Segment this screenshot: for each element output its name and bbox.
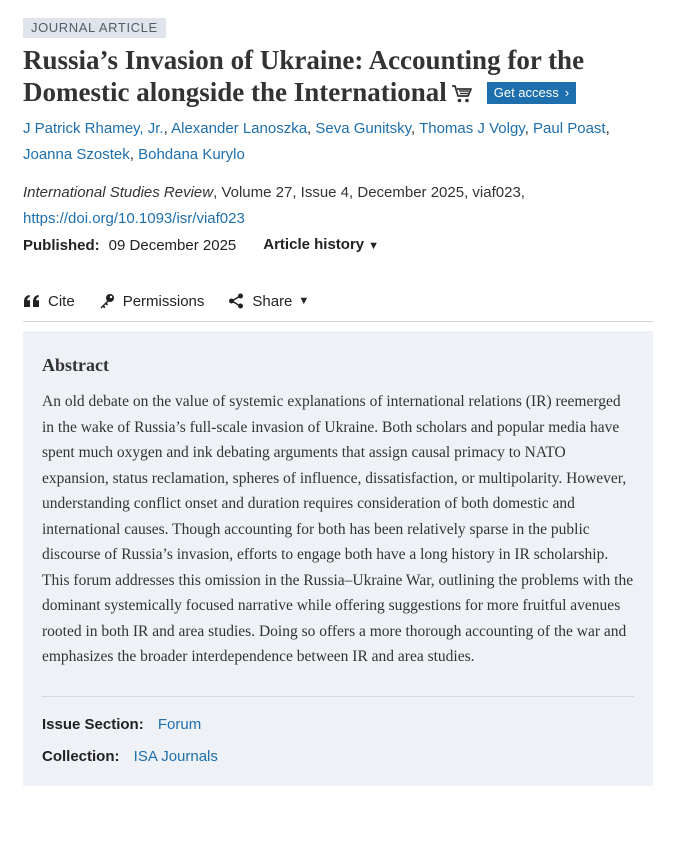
- share-button[interactable]: [228, 293, 309, 310]
- divider: [42, 696, 634, 697]
- article-title-text: Russia’s Invasion of Ukraine: Accounting for the Domestic alongside the International: [23, 45, 585, 107]
- abstract-heading: Abstract: [42, 355, 109, 375]
- author-link[interactable]: Paul Poast: [533, 120, 606, 137]
- caret-down-icon: ▼: [368, 240, 380, 252]
- permissions-button[interactable]: [99, 293, 205, 310]
- collection-label: Collection:: [42, 747, 120, 765]
- published-label: Published:: [23, 236, 100, 254]
- collection-link[interactable]: ISA Journals: [133, 747, 218, 765]
- article-history-label: Article history: [263, 236, 365, 253]
- article-type-badge: JOURNAL ARTICLE: [23, 18, 166, 38]
- journal-name: International Studies Review: [23, 184, 214, 201]
- author-link[interactable]: Joanna Szostek: [23, 146, 130, 163]
- permissions-label: Permissions: [122, 292, 205, 310]
- publication-row: [23, 232, 653, 259]
- cart-icon[interactable]: [451, 79, 473, 111]
- author-list: J Patrick Rhamey, Jr., Alexander Lanoszka, Seva Gunitsky, Thomas J Volgy, Paul Poast, Joanna Szostek, Bohdana Kurylo: [23, 120, 610, 163]
- author-link[interactable]: Thomas J Volgy: [419, 120, 525, 137]
- caret-down-icon: ▼: [298, 295, 310, 307]
- citation: [23, 180, 653, 206]
- collection-row: [42, 746, 634, 768]
- share-label: Share: [252, 292, 293, 310]
- abstract-section: [23, 331, 653, 786]
- issue-section-label: Issue Section:: [42, 715, 144, 733]
- get-access-button[interactable]: [487, 82, 576, 104]
- author-link[interactable]: J Patrick Rhamey, Jr.: [23, 120, 164, 137]
- quote-icon: [23, 294, 40, 308]
- article-toolbar: [23, 281, 653, 322]
- get-access-label: Get access: [493, 85, 559, 100]
- issue-section-link[interactable]: Forum: [157, 715, 202, 733]
- doi-link[interactable]: https://doi.org/10.1093/isr/viaf023: [23, 210, 245, 227]
- share-icon: [228, 293, 244, 309]
- author-link[interactable]: Bohdana Kurylo: [138, 146, 245, 163]
- author-link[interactable]: Seva Gunitsky: [315, 120, 411, 137]
- published-date: 09 December 2025: [108, 236, 237, 254]
- key-icon: [99, 293, 115, 309]
- article-title: [23, 44, 653, 111]
- cite-button[interactable]: [23, 293, 75, 310]
- article-page: [23, 18, 653, 786]
- chevron-right-icon: ›: [564, 85, 570, 100]
- author-link[interactable]: Alexander Lanoszka: [171, 120, 308, 137]
- abstract-text: An old debate on the value of systemic explanations of international relations (IR) reemerged in the wake of Russia’s full-scale invasion of Ukraine. Both scholars and popular media have spent much oxygen and ink debating arguments that assign causal primacy to NATO expansion, status reclamation, spheres of influence, dissatisfaction, or multipolarity. However, understanding conflict onset and duration requires consideration of both domestic and international causes. Though accounting for both has been relatively sparse in the public discourse of Russia’s invasion, efforts to engage both have a long history in IR scholarship. This forum addresses this omission in the Russia–Ukraine War, outlining the problems with the dominant systemically focused narrative while offering suggestions for more fruitful avenues rooted in both IR and area studies. Doing so offers a more thorough accounting of the war and emphasizes the broader interdependence between IR and area studies.: [42, 393, 634, 665]
- citation-details: , Volume 27, Issue 4, December 2025, viaf023,: [213, 184, 525, 201]
- article-history-toggle[interactable]: [263, 232, 379, 259]
- cite-label: Cite: [48, 292, 75, 310]
- issue-section-row: [42, 714, 634, 736]
